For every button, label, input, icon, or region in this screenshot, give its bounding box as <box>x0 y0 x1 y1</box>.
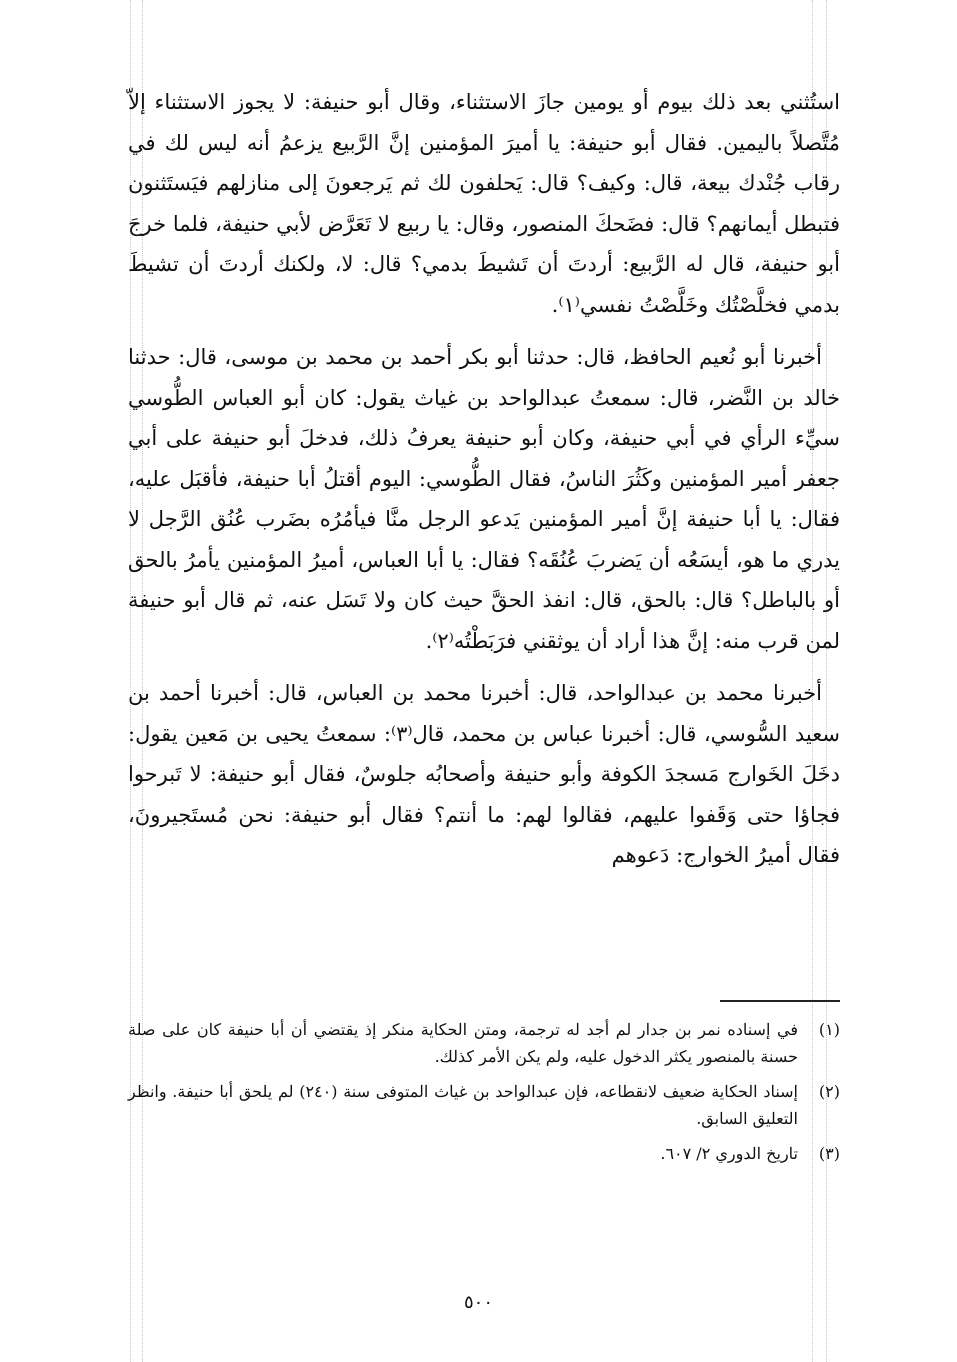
page-number: ٥٠٠ <box>463 1292 493 1313</box>
footnote-number: (٢) <box>818 1082 840 1101</box>
main-text <box>128 82 840 876</box>
paragraph-3: أخبرنا محمد بن عبدالواحد، قال: أخبرنا محمد بن العباس، قال: أخبرنا أحمد بن سعيد السُّوسي، قال: أخبرنا عباس بن محمد، قال⁽٣⁾: سمعتُ يحيى بن مَعين يقول: دخَلَ الخَوارج مَسجدَ الكوفة وأبو حنيفة وأصحابُه جلوسٌ، فقال أبو حنيفة: لا تَبرحوا فجاؤا حتى وَقَفوا عليهم، فقالوا لهم: ما أنتم؟ فقال أبو حنيفة: نحن مُستَجيرونَ، فقال أميرُ الخوارج: دَعوهم <box>128 681 840 867</box>
footnotes <box>128 1016 840 1175</box>
footnote-1 <box>128 1016 840 1070</box>
footnote-3 <box>128 1140 840 1167</box>
footnote-number: (١) <box>818 1020 840 1039</box>
footnote-text: إسناد الحكاية ضعيف لانقطاعه، فإن عبدالواحد بن غياث المتوفى سنة (٢٤٠) لم يلحق أبا حنيفة. وانظر التعليق السابق. <box>128 1082 798 1128</box>
footnote-2 <box>128 1078 840 1132</box>
footnote-separator <box>720 1000 840 1002</box>
paragraph-2: أخبرنا أبو نُعيم الحافظ، قال: حدثنا أبو بكر أحمد بن محمد بن موسى، قال: حدثنا خالد بن النَّضر، قال: سمعتُ عبدالواحد بن غياث يقول: كان أبو العباس الطُّوسي سيِّء الرأي في أبي حنيفة، وكان أبو حنيفة يعرفُ ذلك، فدخلَ أبو حنيفة على أبي جعفر أمير المؤمنين وكَثُرَ الناسُ، فقال الطُّوسي: اليوم أقتلُ أبا حنيفة، فأقبَل عليه، فقال: يا أبا حنيفة إنَّ أمير المؤمنين يَدعو الرجل منَّا فيأمُرُه بضَرب عُنُق الرَّجل لا يدري ما هو، أيسَعُه أن يَضربَ عُنُقَه؟ فقال: يا أبا العباس، أميرُ المؤمنين يأمرُ بالحق أو بالباطل؟ قال: بالحق، قال: انفذ الحقَّ حيث كان ولا تَسَل عنه، ثم قال أبو حنيفة لمن قرب منه: إنَّ هذا أراد أن يوثقني فرَبَطْتُه⁽٢⁾. <box>128 345 840 653</box>
footnote-text: في إسناده نمر بن جدار لم أجد له ترجمة، ومتن الحكاية منكر إذ يقتضي أن أبا حنيفة كان على صلة حسنة بالمنصور يكثر الدخول عليه، ولم يكن الأمر كذلك. <box>128 1020 798 1066</box>
footnote-text: تاريخ الدوري ٢/ ٦٠٧. <box>660 1144 798 1163</box>
footnote-number: (٣) <box>818 1144 840 1163</box>
paragraph-1: استُثني بعد ذلك بيوم أو يومين جازَ الاستثناء، وقال أبو حنيفة: لا يجوز الاستثناء إلاّ مُتَّصلاً باليمين. فقال أبو حنيفة: يا أميرَ المؤمنين إنَّ الرَّبيع يزعمُ أنه ليس لك في رقاب جُنْدك بيعة، قال: وكيف؟ قال: يَحلفون لك ثم يَرجعونَ إلى منازلهم فيَستَثنون فتبطل أيمانهم؟ قال: فضَحكَ المنصور، وقال: يا ربيع لا تَعَرَّض لأبي حنيفة، فلما خرجَ أبو حنيفة، قال له الرَّبيع: أردتَ أن تَشيطَ بدمي؟ قال: لا، ولكنك أردتَ أن تشيطَ بدمي فخلَّصْتُك وخَلَّصْتُ نفسي⁽١⁾. <box>128 90 840 317</box>
